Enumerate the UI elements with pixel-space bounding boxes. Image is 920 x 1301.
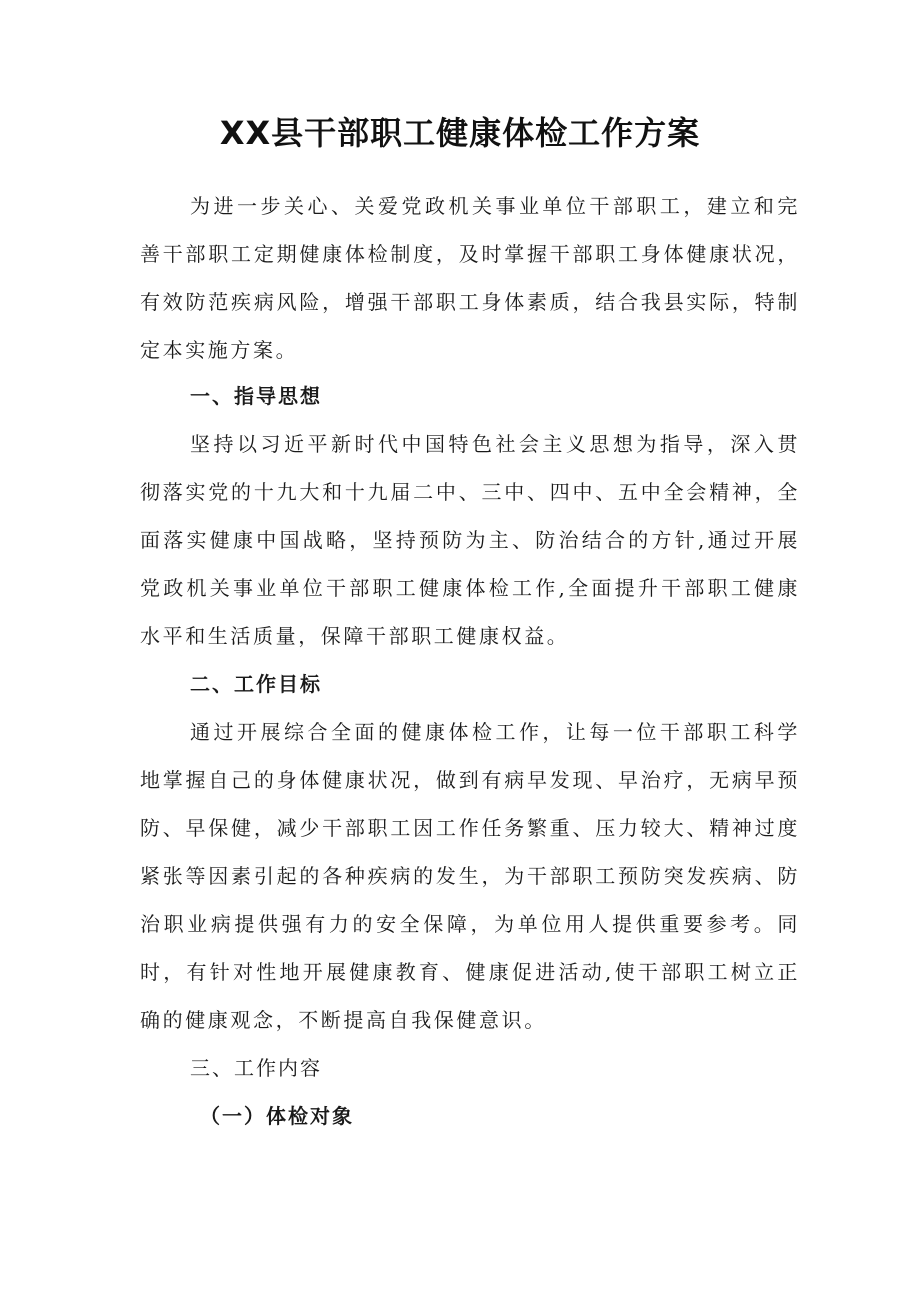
work-goals-paragraph: 通过开展综合全面的健康体检工作，让每一位干部职工科学地掌握自己的身体健康状况，做到有病早发现、早治疗，无病早预防、早保健，减少干部职工因工作任务繁重、压力较大、精神过度紧张等因素引起的各种疾病的发生，为干部职工预防突发疾病、防治职业病提供强有力的安全保障，为单位用人提供重要参考。同时，有针对性地开展健康教育、健康促进活动,使干部职工树立正确的健康观念，不断提高自我保健意识。: [140, 720, 800, 1032]
document-title: XX县干部职工健康体检工作方案: [219, 114, 701, 152]
section-heading-work-content: 三、工作内容: [190, 1056, 322, 1080]
guiding-ideology-paragraph: 坚持以习近平新时代中国特色社会主义思想为指导，深入贯彻落实党的十九大和十九届二中、三中、四中、五中全会精神，全面落实健康中国战略，坚持预防为主、防治结合的方针,通过开展党政机关事业单位干部职工健康体检工作,全面提升干部职工健康水平和生活质量，保障干部职工健康权益。: [140, 432, 800, 648]
subsection-heading-exam-targets: （一）体检对象: [200, 1104, 354, 1128]
section-heading-guiding-ideology: 一、指导思想: [190, 384, 322, 408]
intro-paragraph: 为进一步关心、关爱党政机关事业单位干部职工，建立和完善干部职工定期健康体检制度，及时掌握干部职工身体健康状况，有效防范疾病风险，增强干部职工身体素质，结合我县实际，特制定本实施方案。: [140, 194, 800, 362]
section-heading-work-goals: 二、工作目标: [190, 672, 322, 696]
